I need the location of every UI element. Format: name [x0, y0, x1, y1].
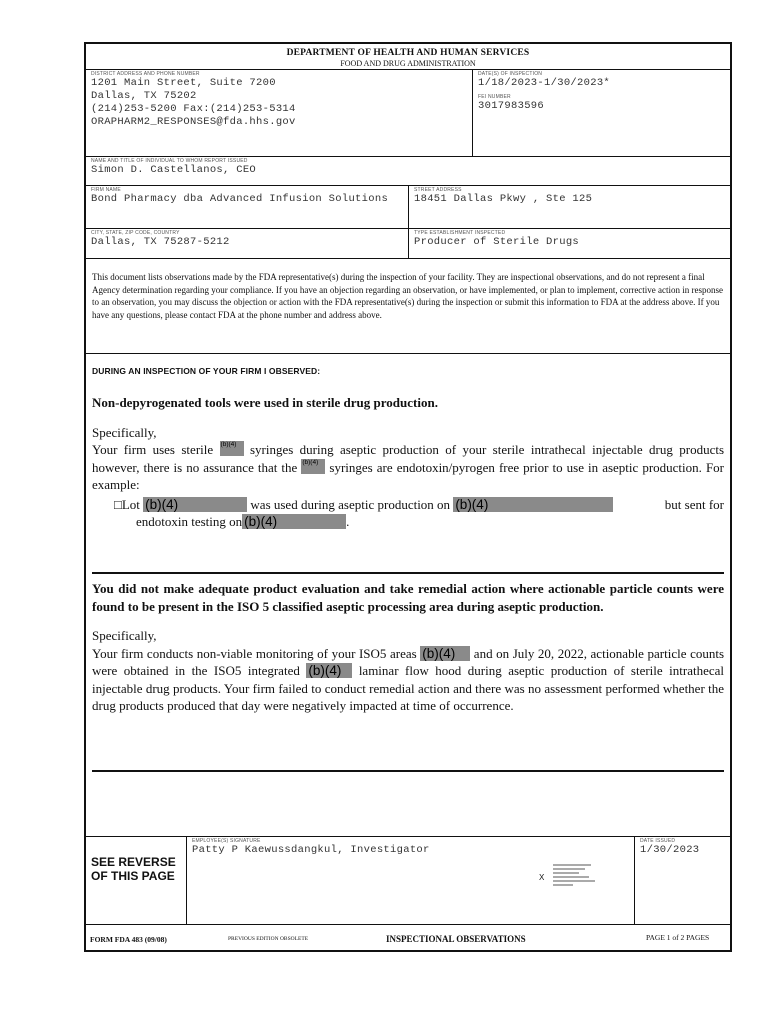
observation-1-specifically: Specifically,: [92, 424, 157, 440]
signature-row: [86, 836, 730, 924]
observation-1-title: Non-depyrogenated tools were used in sterile drug production.: [92, 395, 438, 410]
see-reverse-line-1: SEE REVERSE: [91, 855, 176, 869]
individual-cell: [86, 157, 730, 178]
establishment-cell: [408, 229, 730, 259]
redaction-box: (b)(4): [420, 646, 470, 661]
employee-label: EMPLOYEE(S) SIGNATURE: [192, 838, 261, 844]
obs2-text-5: production of sterile intrathecal injectable drug products. Your firm failed to conduct remedial action and there was no assessment performed whether the drug products produced that day were negatively impacted at time of occurrence.: [92, 663, 725, 713]
city-label: CITY, STATE, ZIP CODE, COUNTRY: [91, 230, 180, 236]
obs1-text-2: syringes during aseptic production of your sterile intrathecal injectable drug: [249, 442, 673, 457]
fei-value: 3017983596: [478, 100, 545, 112]
dates-value: 1/18/2023-1/30/2023*: [478, 77, 611, 89]
observation-2-text: [92, 645, 724, 715]
obs1-bullet-text-4: endotoxin testing on: [136, 514, 243, 529]
redaction-box: (b)(4): [306, 663, 352, 678]
district-line-1: 1201 Main Street, Suite 7200: [91, 77, 276, 89]
redaction-box: (b)(4): [242, 514, 346, 529]
observation-1-bullet: [92, 496, 724, 514]
individual-value: Simon D. Castellanos, CEO: [91, 164, 257, 176]
establishment-label: TYPE ESTABLISHMENT INSPECTED: [414, 230, 506, 236]
district-line-4: ORAPHARM2_RESPONSES@fda.hhs.gov: [91, 116, 296, 128]
dates-label: DATE(S) OF INSPECTION: [478, 71, 543, 77]
digital-signature-stamp: [551, 861, 611, 891]
obs2-text-4: laminar flow hood during aseptic: [358, 663, 545, 678]
obs2-text-1: Your firm conducts non-viable monitoring of your ISO5 areas: [92, 645, 417, 661]
see-reverse-line-2: OF THIS PAGE: [91, 869, 175, 883]
district-line-2: Dallas, TX 75202: [91, 90, 197, 102]
city-cell: [86, 229, 408, 259]
obs1-bullet-text-2: was used during aseptic production on: [250, 496, 451, 512]
redaction-box: (b)(4): [453, 497, 613, 512]
firm-label: FIRM NAME: [91, 187, 121, 193]
previous-edition: PREVIOUS EDITION OBSOLETE: [228, 936, 309, 942]
firm-cell: [86, 186, 408, 229]
establishment-value: Producer of Sterile Drugs: [414, 236, 580, 248]
district-line-3: (214)253-5200 Fax:(214)253-5314: [91, 103, 296, 115]
observation-2-specifically: Specifically,: [92, 628, 157, 643]
street-value: 18451 Dallas Pkwy , Ste 125: [414, 193, 593, 205]
district-label: DISTRICT ADDRESS AND PHONE NUMBER: [91, 71, 200, 77]
individual-label: NAME AND TITLE OF INDIVIDUAL TO WHOM REPORT ISSUED: [91, 158, 248, 164]
observation-1: [92, 394, 724, 531]
obs1-text-4: syringes are endotoxin/pyrogen free prior to use in: [329, 459, 599, 475]
employee-cell: [186, 837, 634, 925]
obs1-text-5: aseptic production. For example:: [92, 459, 724, 492]
footer-title: INSPECTIONAL OBSERVATIONS: [386, 934, 526, 944]
obs1-bullet-text-5: .: [346, 514, 350, 529]
page-number: PAGE 1 of 2 PAGES: [646, 933, 710, 942]
dates-cell: [472, 70, 730, 156]
obs1-text-1: Your firm uses sterile: [92, 442, 214, 457]
district-cell: [86, 70, 472, 156]
notice-text: This document lists observations made by the FDA representative(s) during the inspection of your facility. They are inspectional observations, and do not represent a final Agency determination regarding your compliance. If you have an objection regarding an observation, or have implemented, or plan to implement, corrective action in response to an observation, you may discuss the objection or action with the FDA representative(s) during the inspection or submit this information to FDA at the address above. If you have any questions, please contact FDA at the phone number and address above.: [92, 272, 724, 320]
date-issued-cell: [634, 837, 730, 925]
section-divider: [92, 572, 724, 574]
redaction-box: (b)(4): [301, 459, 325, 474]
date-issued-label: DATE ISSUED: [640, 838, 676, 844]
redaction-box: (b)(4): [220, 441, 244, 456]
employee-name: Patty P Kaewussdangkul, Investigator: [192, 844, 430, 856]
observations-body: [92, 366, 724, 531]
observation-2: [92, 580, 724, 715]
firm-value: Bond Pharmacy dba Advanced Infusion Solutions: [91, 193, 389, 205]
city-value: Dallas, TX 75287-5212: [91, 236, 230, 248]
obs2-text-2: and on July 20, 2022, actionable: [473, 645, 644, 661]
agency-title: FOOD AND DRUG ADMINISTRATION: [340, 59, 476, 68]
individual-row: [86, 156, 730, 185]
department-title: DEPARTMENT OF HEALTH AND HUMAN SERVICES: [286, 48, 530, 58]
street-label: STREET ADDRESS: [414, 187, 462, 193]
date-issued-value: 1/30/2023: [640, 844, 700, 856]
district-row: [86, 70, 730, 156]
observation-2-title: You did not make adequate product evaluation and take remedial action where actionable particle counts were found to be present in the ISO 5 classified aseptic processing area during aseptic production.: [92, 581, 724, 614]
section-divider: [92, 770, 724, 772]
street-cell: [408, 186, 730, 229]
notice-row: [86, 258, 730, 354]
obs2-text-3: particle counts were obtained in the ISO5 integrated: [92, 645, 725, 678]
redaction-box: (b)(4): [143, 497, 247, 512]
obs1-bullet-text-3: but sent for: [664, 496, 724, 512]
form-header: [86, 44, 730, 70]
fda-483-form: [84, 42, 732, 952]
firm-row: [86, 185, 730, 228]
observation-1-bullet-cont: [92, 513, 724, 531]
observed-heading: DURING AN INSPECTION OF YOUR FIRM I OBSERVED:: [92, 366, 321, 376]
city-row: [86, 228, 730, 258]
signature-x: X: [539, 873, 545, 882]
see-reverse-cell: [86, 837, 186, 925]
observation-1-text: [92, 441, 724, 494]
fei-label: FEI NUMBER: [478, 94, 511, 100]
obs1-bullet-lot: □Lot: [114, 496, 140, 512]
obs1-text-3: products however, there is no assurance that the: [92, 442, 725, 475]
footer-row: [86, 924, 730, 950]
form-number: FORM FDA 483 (09/08): [90, 935, 167, 944]
